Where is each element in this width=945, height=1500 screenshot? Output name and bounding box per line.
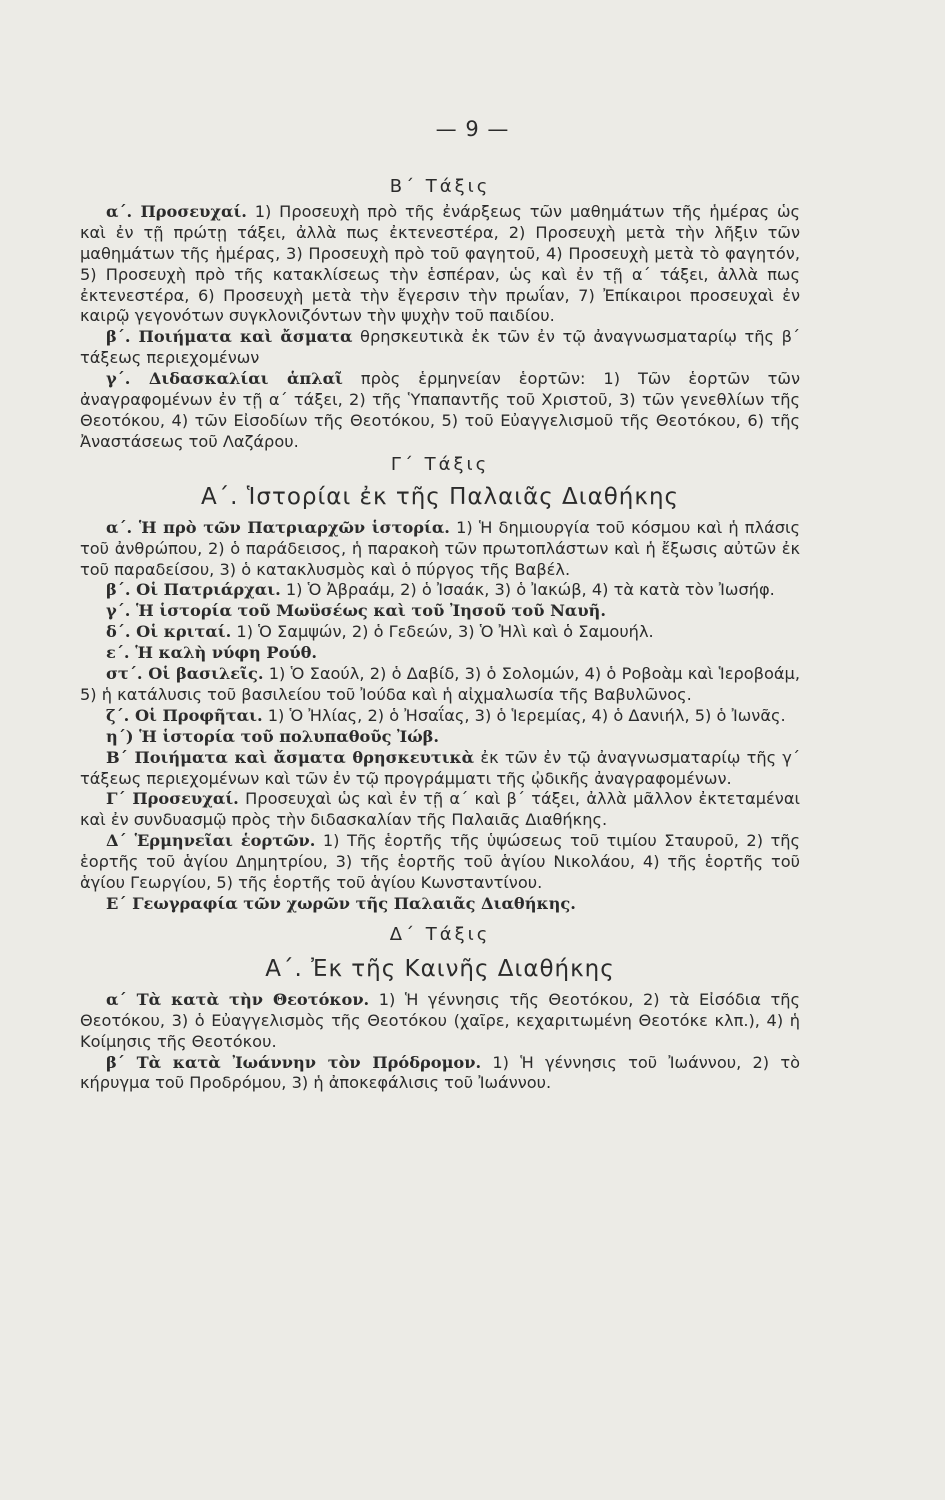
paragraph: στ΄. Οἱ βασιλεῖς. 1) Ὁ Σαούλ, 2) ὁ Δαβίδ, 3) ὁ Σολομών, 4) ὁ Ροβοὰμ καὶ Ἱεροβοάμ, 5) ἡ κατάλυσις τοῦ βασιλείου τοῦ Ἰούδα καὶ ἡ αἰχμαλωσία τῆς Βαβυλῶνος. [80, 664, 800, 704]
heading-section-c: Γ΄ Τάξις [390, 453, 490, 475]
paragraph: Ε΄ Γεωγραφία τῶν χωρῶν τῆς Παλαιᾶς Διαθήκης. [106, 894, 576, 913]
paragraph: η΄) Ἡ ἱστορία τοῦ πολυπαθοῦς Ἰώβ. [106, 726, 440, 746]
page-number: — 9 — [435, 117, 510, 141]
subheading-section-c: Α΄. Ἱστορίαι ἐκ τῆς Παλαιᾶς Διαθήκης [200, 483, 680, 510]
paragraph: ζ΄. Οἱ Προφῆται. 1) Ὁ Ἠλίας, 2) ὁ Ἠσαΐας, 3) ὁ Ἱερεμίας, 4) ὁ Δανιήλ, 5) ὁ Ἰωνᾶς. [106, 705, 786, 725]
paragraph: Γ΄ Προσευχαί. Προσευχαὶ ὡς καὶ ἐν τῇ α΄ καὶ β΄ τάξει, ἀλλὰ μᾶλλον ἐκτεταμέναι καὶ ἐν συνδυασμῷ πρὸς τὴν διδασκαλίαν τῆς Παλαιᾶς Διαθήκης. [80, 789, 800, 830]
paragraph: β΄. Ποιήματα καὶ ἄσματα θρησκευτικὰ ἐκ τῶν ἐν τῷ ἀναγνωσματαρίῳ τῆς β΄ τάξεως περιεχομένων [80, 327, 800, 368]
paragraph: γ΄. Διδασκαλίαι ἁπλαῖ πρὸς ἑρμηνείαν ἑορτῶν: 1) Τῶν ἑορτῶν τῶν ἀναγραφομένων ἐν τῇ α΄ τάξει, 2) τῆς Ὑπαπαντῆς τοῦ Χριστοῦ, 3) τῶν γενεθλίων τῆς Θεοτόκου, 4) τῶν Εἰσοδίων τῆς Θεοτόκου, 5) τοῦ Εὐαγγελισμοῦ τῆς Θεοτόκου, 6) τῆς Ἀναστάσεως τοῦ Λαζάρου. [80, 369, 800, 451]
subheading-section-d: Α΄. Ἐκ τῆς Καινῆς Διαθήκης [265, 955, 615, 982]
paragraph: α΄. Ἡ πρὸ τῶν Πατριαρχῶν ἱστορία. 1) Ἡ δημιουργία τοῦ κόσμου καὶ ἡ πλάσις τοῦ ἀνθρώπου, 2) ὁ παράδεισος, ἡ παρακοὴ τῶν πρωτοπλάστων καὶ ἡ ἔξωσις αὐτῶν ἐκ τοῦ παραδείσου, 3) ὁ κατακλυσμὸς καὶ ὁ πύργος τῆς Βαβέλ. [80, 517, 800, 579]
section-c [80, 518, 800, 915]
heading-section-b: Β΄ Τάξις [389, 176, 491, 197]
section-b [80, 202, 800, 453]
paragraph: Δ΄ Ἑρμηνεῖαι ἑορτῶν. 1) Τῆς ἑορτῆς τῆς ὑψώσεως τοῦ τιμίου Σταυροῦ, 2) τῆς ἑορτῆς τοῦ ἁγίου Δημητρίου, 3) τῆς ἑορτῆς τοῦ ἁγίου Νικολάου, 4) τῆς ἑορτῆς τοῦ ἁγίου Γεωργίου, 5) τῆς ἑορτῆς τοῦ ἁγίου Κωνσταντίνου. [80, 831, 800, 893]
paragraph: β΄ Τὰ κατὰ Ἰωάννην τὸν Πρόδρομον. 1) Ἡ γέννησις τοῦ Ἰωάννου, 2) τὸ κήρυγμα τοῦ Προδρόμου, 3) ἡ ἀποκεφάλισις τοῦ Ἰωάννου. [80, 1052, 800, 1093]
heading-section-d: Δ΄ Τάξις [389, 923, 491, 945]
paragraph: β΄. Οἱ Πατριάρχαι. 1) Ὁ Ἀβραάμ, 2) ὁ Ἰσαάκ, 3) ὁ Ἰακώβ, 4) τὰ κατὰ τὸν Ἰωσήφ. [106, 580, 775, 600]
section-d [80, 990, 800, 1095]
paragraph: Β΄ Ποιήματα καὶ ἄσματα θρησκευτικὰ ἐκ τῶν ἐν τῷ ἀναγνωσματαρίῳ τῆς γ΄ τάξεως περιεχομένων καὶ τῶν ἐν τῷ προγράμματι τῆς ᾠδικῆς ἀναγραφομένων. [80, 747, 800, 788]
paragraph: α΄ Τὰ κατὰ τὴν Θεοτόκον. 1) Ἡ γέννησις τῆς Θεοτόκου, 2) τὰ Εἰσόδια τῆς Θεοτόκου, 3) ὁ Εὐαγγελισμὸς τῆς Θεοτόκου (χαῖρε, κεχαριτωμένη Θεοτόκε κλπ.), 4) ἡ Κοίμησις τῆς Θεοτόκου. [80, 989, 800, 1051]
paragraph: γ΄. Ἡ ἱστορία τοῦ Μωϋσέως καὶ τοῦ Ἰησοῦ τοῦ Ναυῆ. [106, 601, 606, 621]
document-body [80, 177, 800, 1094]
paragraph: α΄. Προσευχαί. 1) Προσευχὴ πρὸ τῆς ἐνάρξεως τῶν μαθημάτων τῆς ἡμέρας ὡς καὶ ἐν τῇ πρώτῃ τάξει, ἀλλὰ πως ἐκτενεστέρα, 2) Προσευχὴ μετὰ τὴν λῆξιν τῶν μαθημάτων τῆς ἡμέρας, 3) Προσευχὴ πρὸ τοῦ φαγητοῦ, 4) Προσευχὴ μετὰ τὸ φαγητόν, 5) Προσευχὴ πρὸ τῆς κατακλίσεως τὴν ἑσπέραν, ὡς καὶ ἐν τῇ α΄ τάξει, ἀλλὰ πως ἐκτενεστέρα, 6) Προσευχὴ μετὰ τὴν ἔγερσιν τὴν πρωΐαν, 7) Ἐπίκαιροι προσευχαὶ ἐν καιρῷ γεγονότων συγκλονιζόντων τὴν ψυχὴν τοῦ παιδίου. [80, 201, 801, 326]
paragraph: δ΄. Οἱ κριταί. 1) Ὁ Σαμψών, 2) ὁ Γεδεών, 3) Ὁ Ἠλὶ καὶ ὁ Σαμουήλ. [106, 622, 654, 642]
paragraph: ε΄. Ἡ καλὴ νύφη Ρούθ. [106, 643, 318, 663]
